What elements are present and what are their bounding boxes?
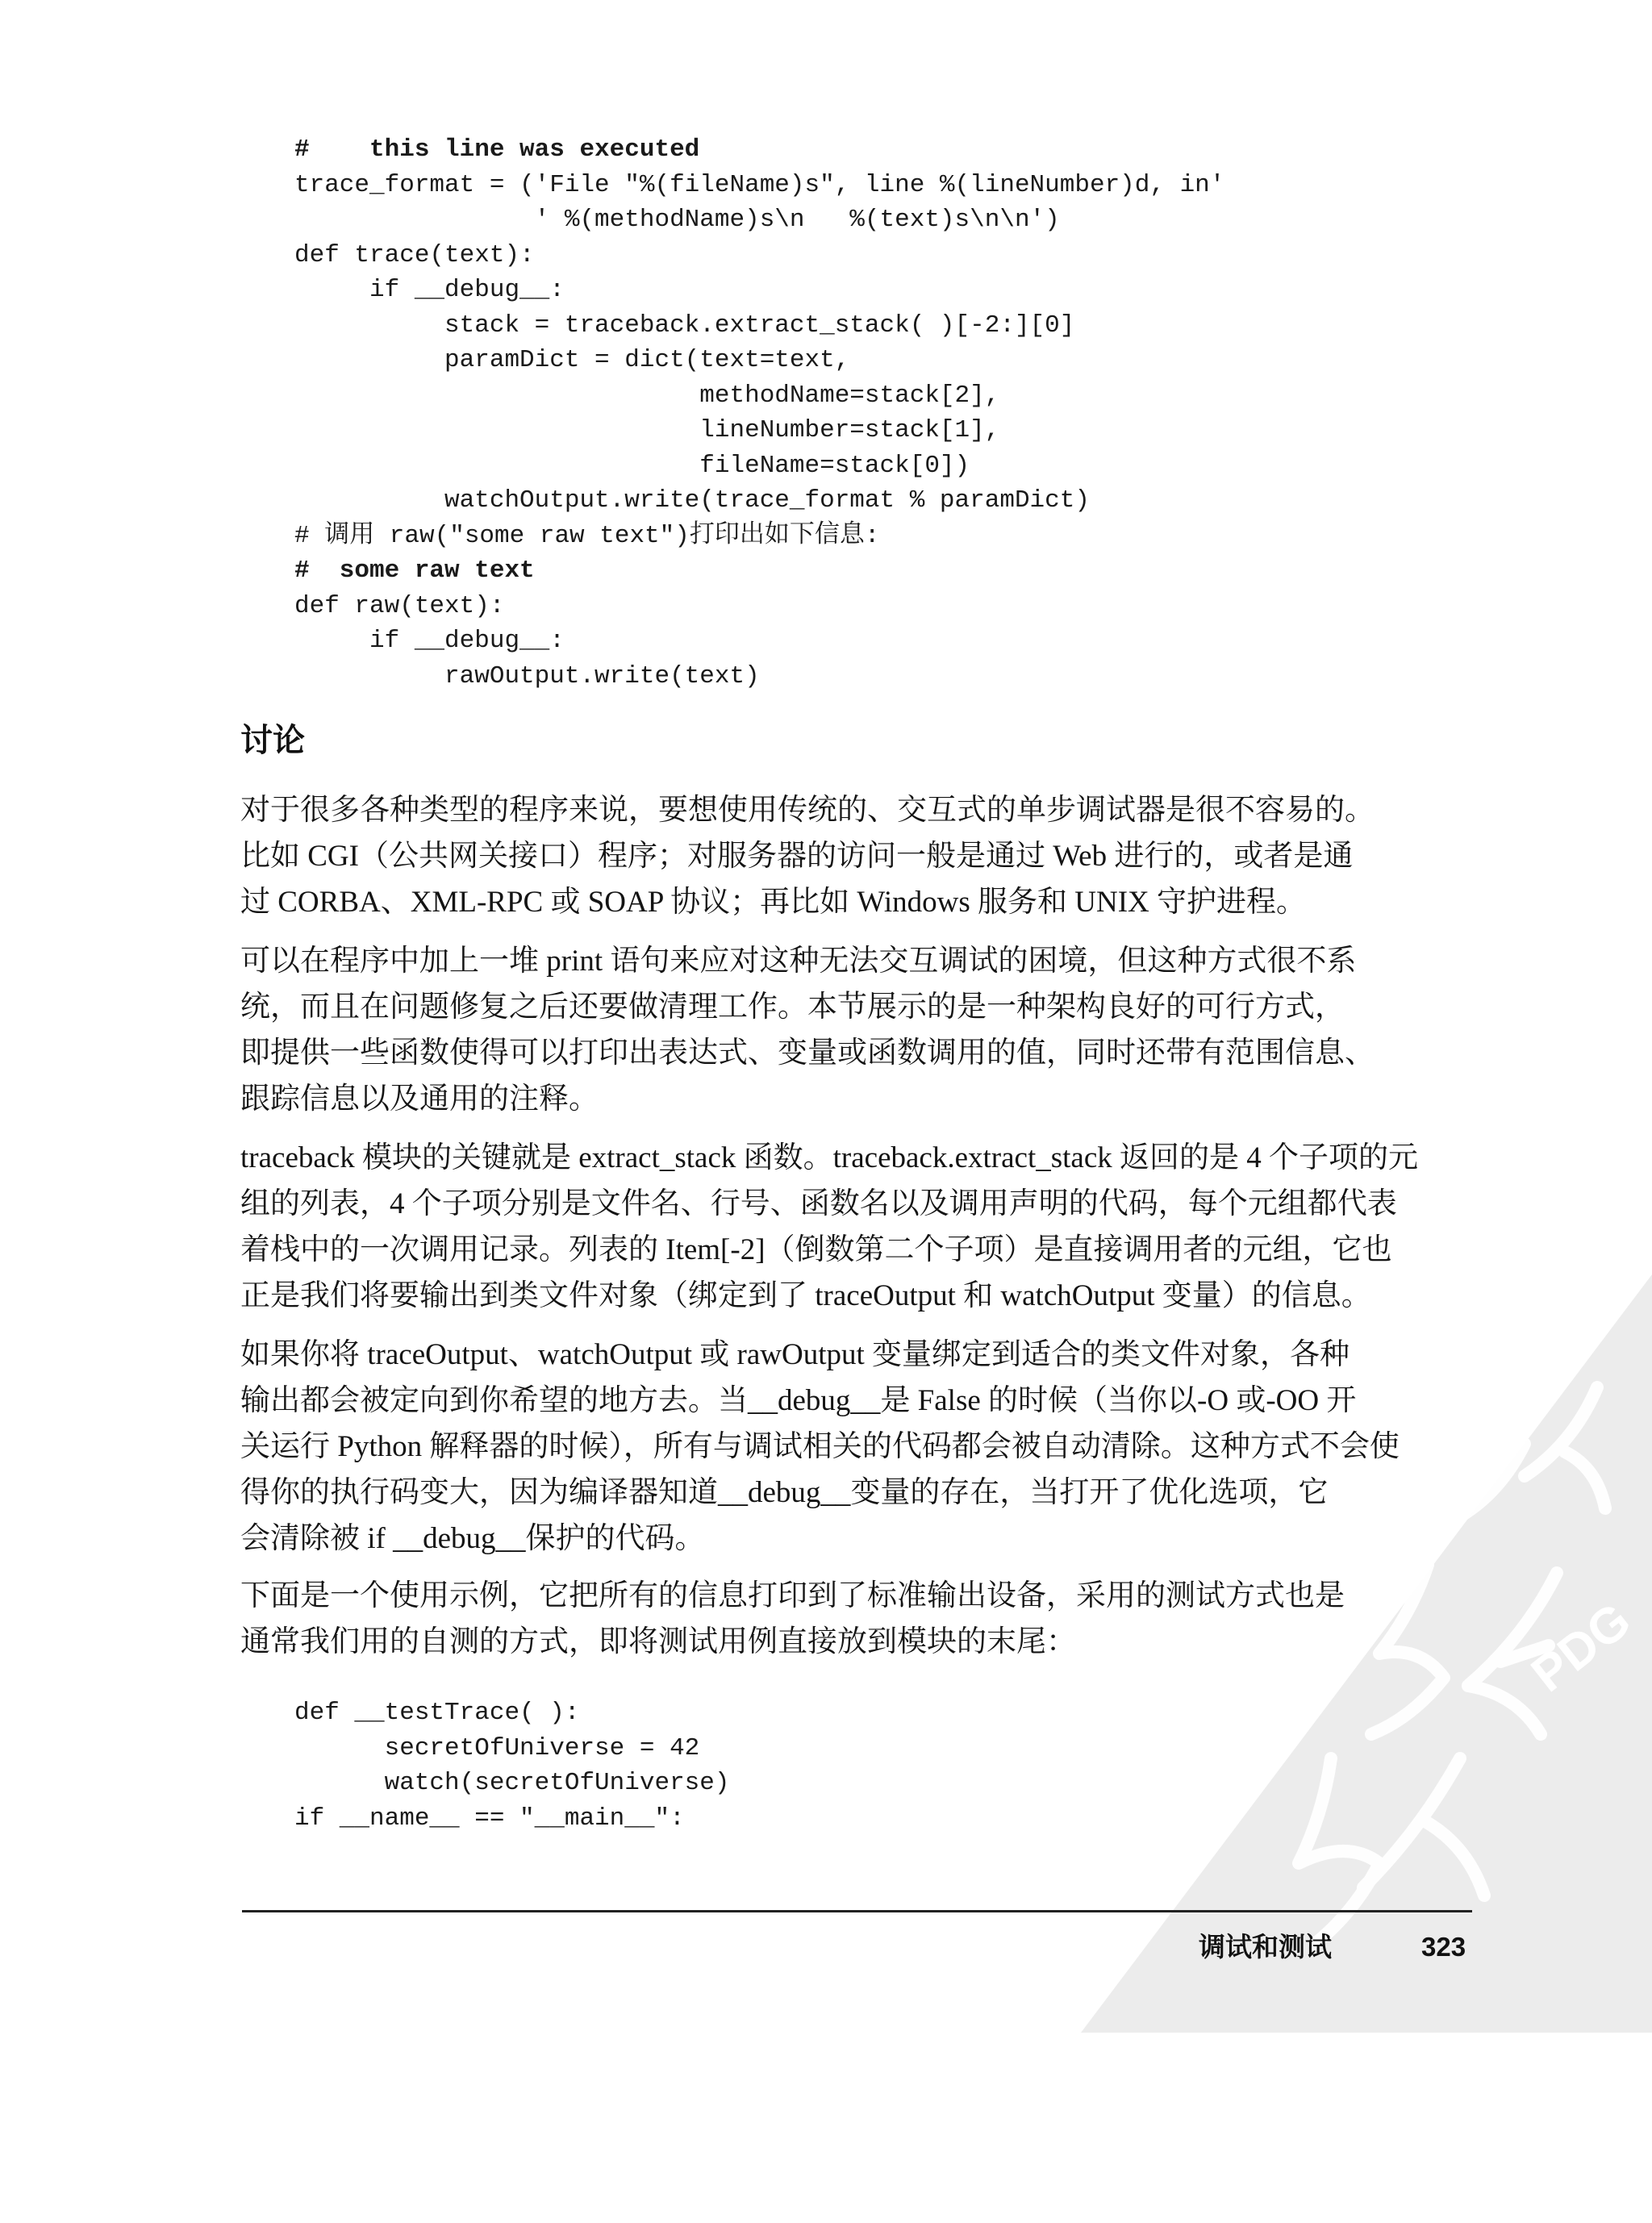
watermark-stamp [1081,1242,1652,2033]
paragraph-line: 着栈中的一次调用记录。列表的 Item[-2]（倒数第二个子项）是直接调用者的元组，它也 [240,1233,1392,1266]
footer-chapter-title: 调试和测试 [1199,1931,1332,1962]
code-line: if __debug__: [294,276,565,304]
code-line: rawOutput.write(text) [294,661,760,690]
paragraph-line: 统，而且在问题修复之后还要做清理工作。本节展示的是一种架构良好的可行方式， [240,991,1345,1024]
paragraph-line: 通常我们用的自测的方式，即将测试用例直接放到模块的末尾： [240,1625,1076,1658]
section-heading: 讨论 [240,722,305,759]
footer-rule [242,1910,1472,1912]
paragraph-line: 跟踪信息以及通用的注释。 [240,1082,599,1116]
paragraph-line: 对于很多各种类型的程序来说，要想使用传统的、交互式的单步调试器是很不容易的。 [240,794,1375,827]
code-line: fileName=stack[0]) [294,451,970,480]
paragraph-print-approach [240,938,1475,1122]
code-line: secretOfUniverse = 42 [294,1733,700,1762]
code-line: paramDict = dict(text=text, [294,346,850,374]
paragraph-line: 会清除被 if __debug__保护的代码。 [240,1522,705,1555]
paragraph-line: 得你的执行码变大，因为编译器知道__debug__变量的存在，当打开了优化选项，它 [240,1476,1329,1509]
code-line: if __debug__: [294,627,565,655]
code-line: # this line was executed [294,136,700,164]
paragraph-line: traceback 模块的关键就是 extract_stack 函数。traceback.extract_stack 返回的是 4 个子项的元 [240,1141,1419,1174]
code-line: watch(secretOfUniverse) [294,1769,730,1797]
code-line: stack = traceback.extract_stack( )[-2:][0] [294,311,1075,340]
code-block-trace [294,132,1224,694]
paragraph-line: 关运行 Python 解释器的时候），所有与调试相关的代码都会被自动清除。这种方式不会使 [240,1430,1400,1463]
code-line: trace_format = ('File "%(fileName)s", line %(lineNumber)d, in' [294,170,1225,199]
paragraph-line: 正是我们将要输出到类文件对象（绑定到了 traceOutput 和 watchOutput 变量）的信息。 [240,1279,1371,1312]
paragraph-line: 可以在程序中加上一堆 print 语句来应对这种无法交互调试的困境，但这种方式很不系 [240,945,1357,978]
paragraph-intro [240,787,1475,925]
code-line: def raw(text): [294,591,505,620]
footer-page-number: 323 [1421,1932,1466,1962]
paragraph-line: 比如 CGI（公共网关接口）程序；对服务器的访问一般是通过 Web 进行的，或者是通 [240,840,1354,873]
watermark-text: PDG [1521,1591,1642,1704]
code-line: if __name__ == "__main__": [294,1804,685,1833]
paragraph-line: 下面是一个使用示例，它把所有的信息打印到了标准输出设备，采用的测试方式也是 [240,1579,1345,1612]
code-line: watchOutput.write(trace_format % paramDict) [294,486,1090,515]
paragraph-line: 组的列表，4 个子项分别是文件名、行号、函数名以及调用声明的代码，每个元组都代表 [240,1187,1397,1220]
code-line: def trace(text): [294,240,535,269]
paragraph-line: 过 CORBA、XML-RPC 或 SOAP 协议；再比如 Windows 服务和 UNIX 守护进程。 [240,886,1306,919]
paragraph-line: 即提供一些函数使得可以打印出表达式、变量或函数调用的值，同时还带有范围信息、 [240,1036,1375,1070]
code-line: ' %(methodName)s\n %(text)s\n\n') [294,206,1060,234]
code-block-test [294,1695,730,1836]
paragraph-line: 如果你将 traceOutput、watchOutput 或 rawOutput 变量绑定到适合的类文件对象，各种 [240,1338,1350,1371]
code-line: lineNumber=stack[1], [294,416,1000,444]
code-line: def __testTrace( ): [294,1699,580,1727]
code-comment-line: # 调用 raw("some raw text")打印出如下信息: [294,521,880,550]
code-line: # some raw text [294,557,535,585]
paragraph-line: 输出都会被定向到你希望的地方去。当__debug__是 False 的时候（当你以-O 或-OO 开 [240,1384,1357,1417]
code-line: methodName=stack[2], [294,381,1000,410]
